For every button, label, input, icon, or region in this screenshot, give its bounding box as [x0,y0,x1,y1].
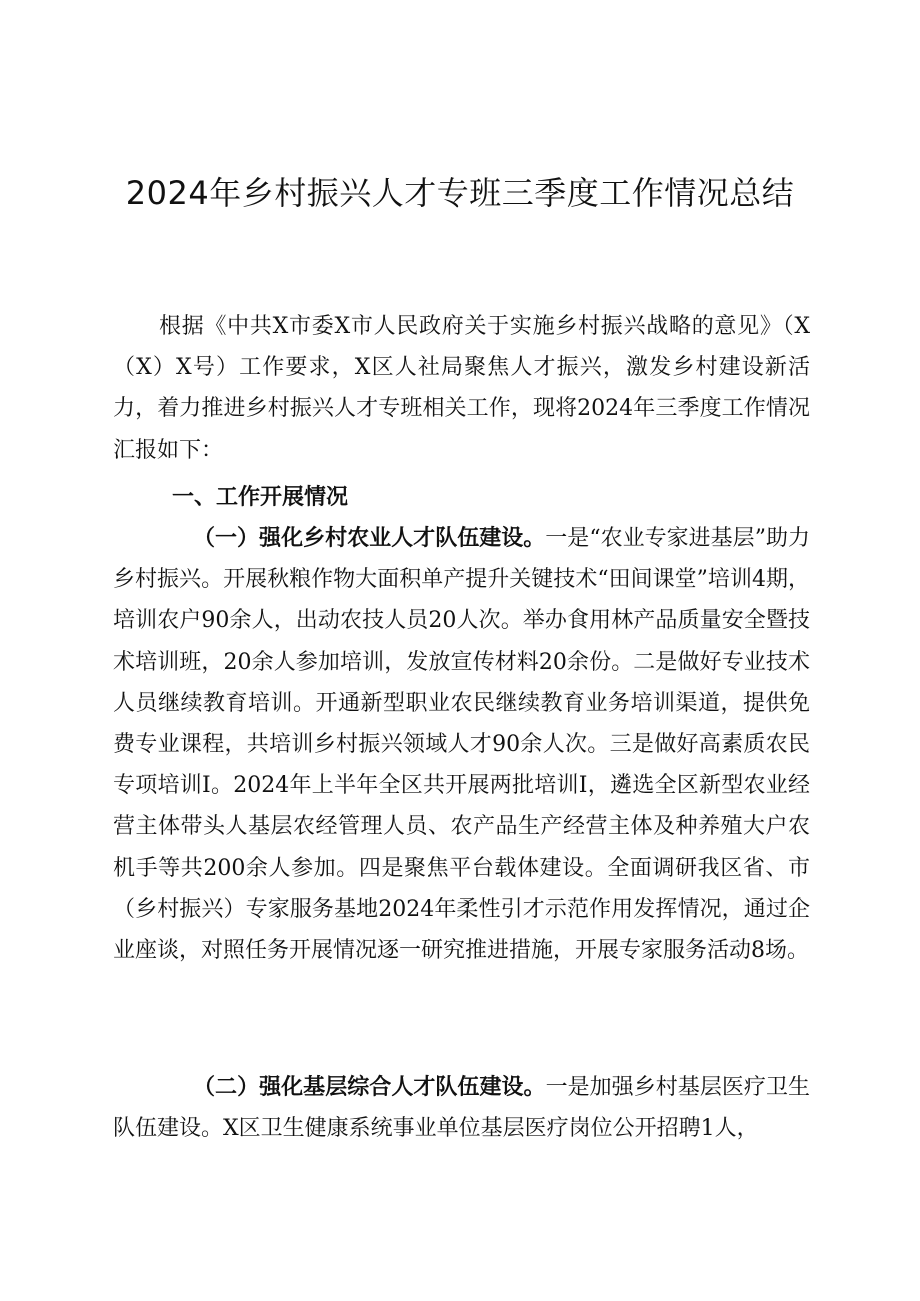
subsection-2-paragraph [113,1067,810,1149]
subsection-2-heading: （二）强化基层综合人才队伍建设。 [193,1074,546,1100]
section-heading-1: 一、工作开展情况 [172,485,349,510]
subsection-2-text: 一是加强乡村基层医疗卫生队伍建设。X区卫生健康系统事业单位基层医疗岗位公开招聘1人， [113,1075,810,1142]
subsection-1-paragraph [113,518,810,971]
intro-paragraph: 根据《中共X市委X市人民政府关于实施乡村振兴战略的意见》（X（X）X号）工作要求，X区人社局聚焦人才振兴，激发乡村建设新活力，着力推进乡村振兴人才专班相关工作，现将2024年三季度工作情况汇报如下： [113,314,810,463]
subsection-1-text: 一是“农业专家进基层”助力乡村振兴。开展秋粮作物大面积单产提升关键技术“田间课堂”培训4期，培训农户90余人，出动农技人员20人次。举办食用林产品质量安全暨技术培训班，20余人参加培训，发放宣传材料20余份。二是做好专业技术人员继续教育培训。开通新型职业农民继续教育业务培训渠道，提供免费专业课程，共培训乡村振兴领域人才90余人次。三是做好高素质农民专项培训I。2024年上半年全区共开展两批培训I，遴选全区新型农业经营主体带头人基层农经管理人员、农产品生产经营主体及种养殖大户农机手等共200余人参加。四是聚焦平台载体建设。全面调研我区省、市（乡村振兴）专家服务基地2024年柔性引才示范作用发挥情况，通过企业座谈，对照任务开展情况逐一研究推进措施，开展专家服务活动8场。 [113,526,810,964]
subsection-1-heading: （一）强化乡村农业人才队伍建设。 [193,525,546,551]
document-title: 2024年乡村振兴人才专班三季度工作情况总结 [125,174,795,212]
